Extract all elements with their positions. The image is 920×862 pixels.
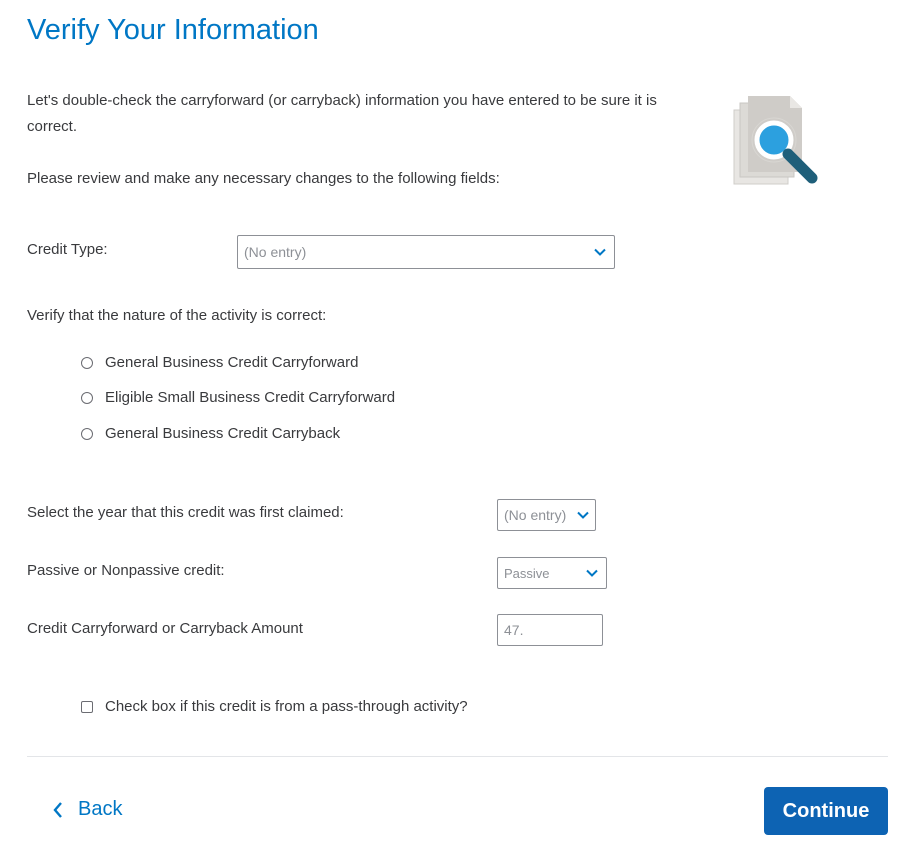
year-value: (No entry) [504, 507, 567, 523]
passthrough-checkbox[interactable] [81, 701, 93, 713]
year-label: Select the year that this credit was first claimed: [27, 504, 344, 521]
radio-label: General Business Credit Carryforward [105, 354, 359, 371]
passthrough-label: Check box if this credit is from a pass-through activity? [105, 698, 468, 715]
passive-select[interactable] [497, 557, 607, 589]
amount-input[interactable] [497, 614, 603, 646]
radio-button[interactable] [81, 428, 93, 440]
passive-value: Passive [504, 565, 550, 581]
radio-general-business-carryforward[interactable] [81, 354, 358, 371]
radio-label: Eligible Small Business Credit Carryforward [105, 389, 396, 406]
page-title: Verify Your Information [27, 14, 319, 46]
year-select[interactable] [497, 499, 596, 531]
chevron-down-icon [576, 508, 590, 522]
document-magnifier-icon [730, 92, 822, 188]
intro-text: Let's double-check the carryforward (or carryback) information you have entered to be sure it is correct. [27, 92, 657, 135]
chevron-down-icon [585, 566, 599, 580]
credit-type-select[interactable] [237, 235, 615, 269]
chevron-down-icon [593, 245, 607, 259]
back-button[interactable] [52, 798, 122, 821]
radio-button[interactable] [81, 357, 93, 369]
instruction-text: Please review and make any necessary changes to the following fields: [27, 170, 500, 187]
credit-type-value: (No entry) [244, 244, 307, 260]
radio-general-business-carryback[interactable] [81, 425, 340, 442]
passive-label: Passive or Nonpassive credit: [27, 562, 225, 579]
chevron-left-icon [52, 801, 64, 819]
continue-button[interactable] [764, 787, 888, 835]
credit-type-label: Credit Type: [27, 241, 108, 258]
amount-label: Credit Carryforward or Carryback Amount [27, 620, 303, 637]
passthrough-checkbox-row[interactable] [81, 698, 468, 715]
radio-button[interactable] [81, 392, 93, 404]
back-label: Back [78, 798, 123, 820]
radio-eligible-small-business-carryforward[interactable] [81, 389, 395, 406]
radio-label: General Business Credit Carryback [105, 425, 341, 442]
activity-label: Verify that the nature of the activity is correct: [27, 307, 327, 324]
footer-divider [27, 756, 888, 757]
continue-label: Continue [782, 799, 870, 822]
